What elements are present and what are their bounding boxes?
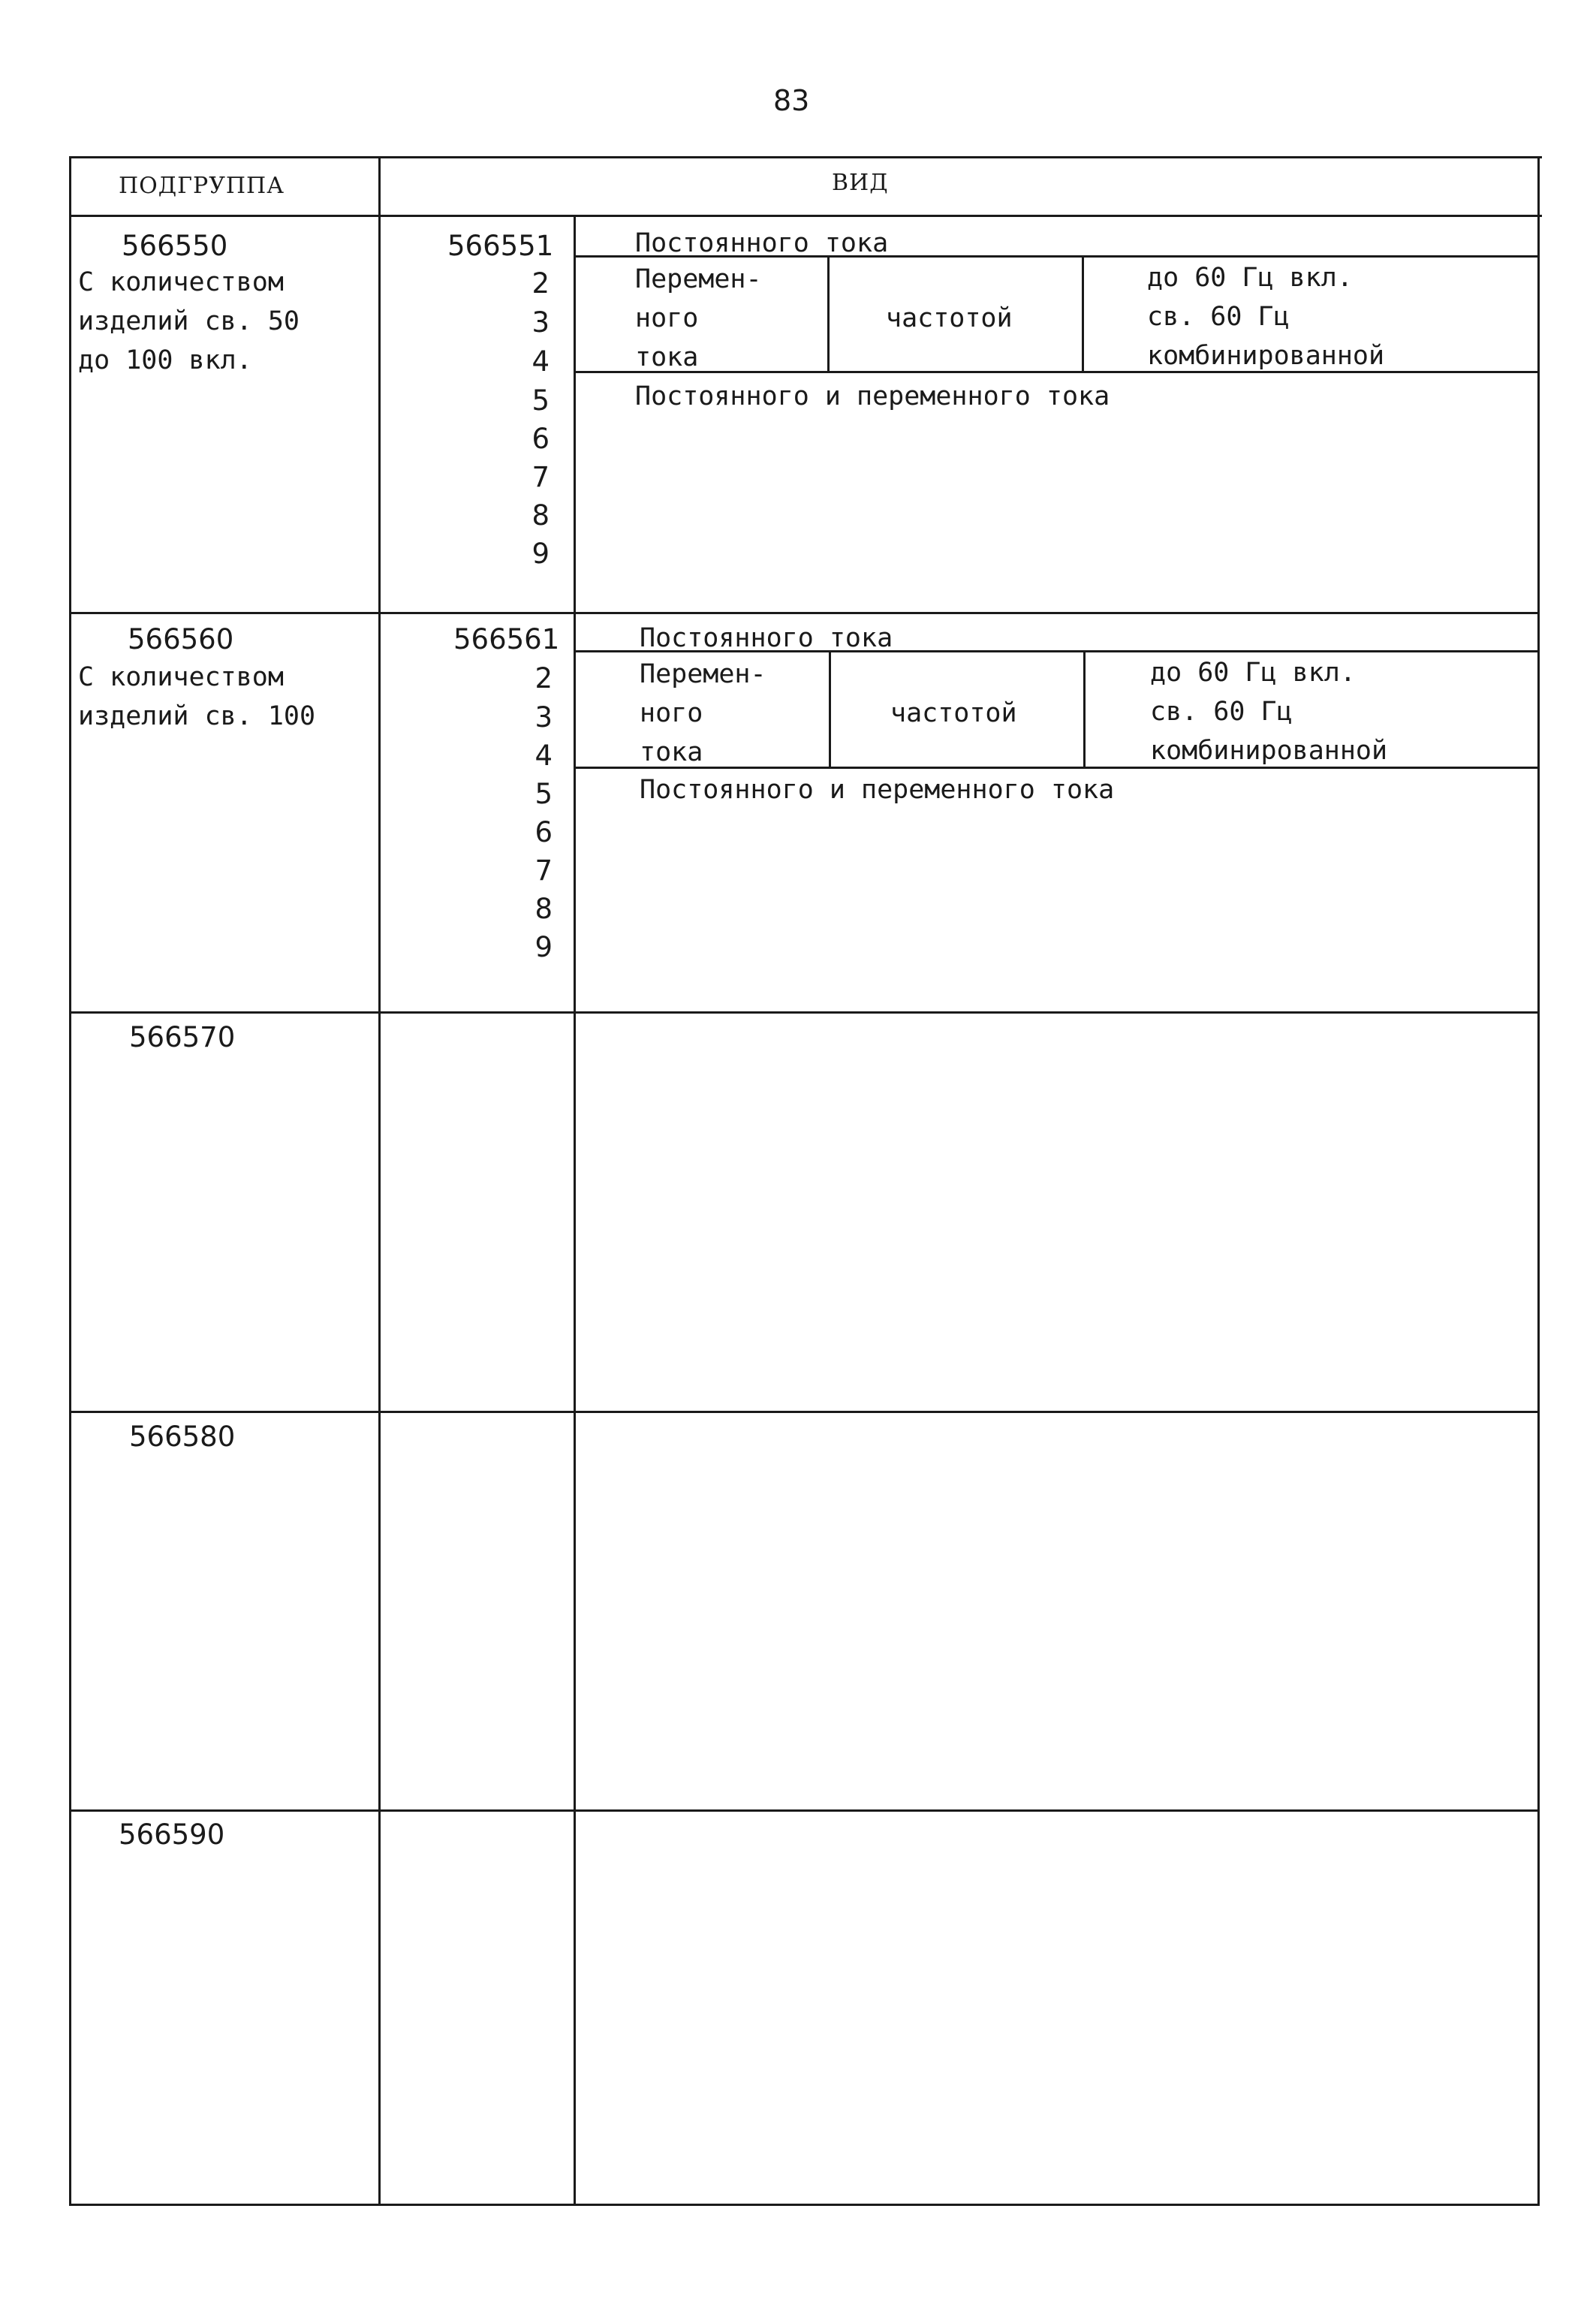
type-code-digit: 6 <box>535 816 553 848</box>
type-code: 566561 <box>453 623 560 655</box>
direct-current-label: Постоянного тока <box>640 623 893 653</box>
frequency-option: св. 60 Гц <box>1150 697 1293 727</box>
ac-label-line: тока <box>640 737 703 767</box>
type-code-digit: 8 <box>531 499 550 532</box>
ac-label-line: ного <box>635 303 699 333</box>
block-divider <box>69 1011 1540 1014</box>
inner-line <box>829 650 831 769</box>
table-right-border <box>1537 156 1540 2206</box>
direct-current-label: Постоянного тока <box>635 228 889 258</box>
type-code-digit: 6 <box>531 423 550 455</box>
subgroup-code: 566560 <box>128 623 234 655</box>
frequency-option: комбинированной <box>1150 736 1388 766</box>
type-code-digit: 9 <box>531 538 550 570</box>
type-code-digit: 2 <box>535 662 553 695</box>
block-divider <box>69 1809 1540 1812</box>
ac-label-line: тока <box>635 342 699 372</box>
subgroup-code: 566590 <box>119 1818 225 1851</box>
inner-line <box>1083 650 1086 769</box>
subgroup-desc-line: С количеством <box>78 267 284 297</box>
type-code: 566551 <box>447 230 554 262</box>
ac-dc-label: Постоянного и переменного тока <box>635 381 1110 411</box>
subgroup-desc-line: изделий св. 100 <box>78 701 316 731</box>
inner-line <box>827 255 830 373</box>
subgroup-code: 566550 <box>122 230 228 262</box>
type-code-digit: 3 <box>531 306 550 339</box>
type-code-digit: 5 <box>531 384 550 417</box>
type-code-digit: 3 <box>535 701 553 734</box>
type-code-digit: 8 <box>535 893 553 925</box>
page-number: 83 <box>773 84 810 117</box>
type-code-digit: 5 <box>535 778 553 810</box>
subgroup-desc-line: С количеством <box>78 662 284 692</box>
block-divider <box>69 612 1540 614</box>
type-code-digit: 4 <box>535 740 553 772</box>
type-header: ВИД <box>832 170 889 196</box>
frequency-option: св. 60 Гц <box>1147 302 1290 332</box>
subgroup-column-divider <box>378 156 381 2206</box>
type-code-digit: 7 <box>535 854 553 887</box>
frequency-option: до 60 Гц вкл. <box>1147 263 1353 293</box>
subgroup-desc-line: изделий св. 50 <box>78 306 300 336</box>
frequency-option: комбинированной <box>1147 341 1385 371</box>
type-code-digit: 7 <box>531 461 550 493</box>
inner-line <box>1082 255 1084 373</box>
type-code-digit: 2 <box>531 267 550 300</box>
frequency-label: частотой <box>890 698 1017 728</box>
type-code-digit: 9 <box>535 931 553 963</box>
inner-line <box>574 371 1540 373</box>
header-divider <box>69 215 1542 217</box>
ac-dc-label: Постоянного и переменного тока <box>640 775 1115 805</box>
subgroup-header: ПОДГРУППА <box>119 173 285 199</box>
inner-line <box>574 767 1540 769</box>
code-column-divider <box>574 215 576 2206</box>
block-divider <box>69 1411 1540 1413</box>
type-code-digit: 4 <box>531 345 550 378</box>
ac-label-line: Перемен- <box>635 264 762 294</box>
ac-label-line: ного <box>640 698 703 728</box>
frequency-label: частотой <box>886 303 1013 333</box>
table-bottom-border <box>69 2204 1540 2206</box>
subgroup-desc-line: до 100 вкл. <box>78 345 252 375</box>
subgroup-code: 566580 <box>129 1421 236 1453</box>
subgroup-code: 566570 <box>129 1021 236 1053</box>
table-top-border <box>69 156 1542 158</box>
frequency-option: до 60 Гц вкл. <box>1150 658 1356 688</box>
ac-label-line: Перемен- <box>640 659 766 689</box>
table-left-border <box>69 156 71 2206</box>
